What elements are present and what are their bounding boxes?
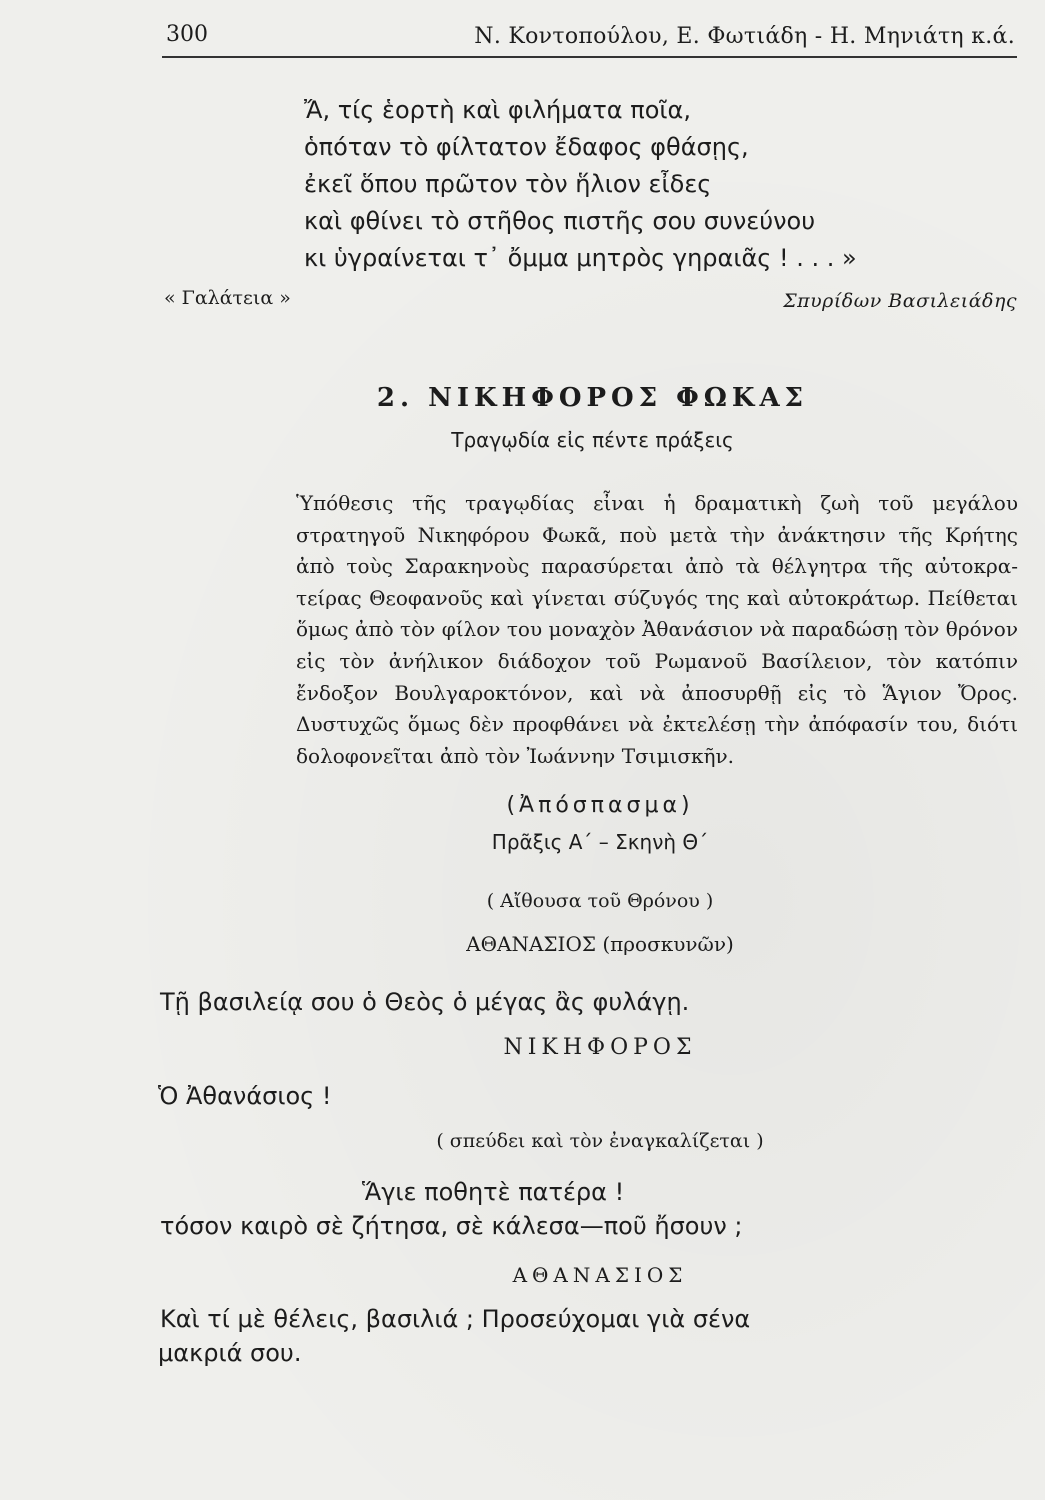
poem-line: Ἄ, τίς ἑορτὴ καὶ φιλήματα ποῖα, [304,96,691,124]
poem-excerpt [304,92,857,277]
poem-line: ἐκεῖ ὅπου πρῶτον τὸν ἥλιον εἶδες [304,170,712,198]
excerpt-label: (Ἀπόσπασμα) [506,793,694,818]
dialogue-line: μακριά σου. [158,1339,302,1367]
synopsis-line: εἰς τὸν ἀνήλικον διάδοχον τοῦ Ρωμανοῦ Βασίλειον, τὸν κατόπιν [296,648,1018,673]
synopsis-line: ὅμως ἀπὸ τὸν φίλον του μοναχὸν Ἀθανάσιον νὰ παραδώσῃ τὸν θρόνον [296,617,1018,642]
page-number: 300 [166,22,208,47]
synopsis-line: τείρας Θεοφανοῦς καὶ γίνεται σύζυγός της καὶ αὐτοκράτωρ. Πείθεται [296,585,1018,610]
poem-line: ὁπόταν τὸ φίλτατον ἔδαφος φθάσῃς, [304,133,749,161]
act-scene-heading: Πρᾶξις Α΄ – Σκηνὴ Θ΄ [491,830,709,854]
poem-line: καὶ φθίνει τὸ στῆθος πιστῆς σου συνεύνου [304,207,816,235]
synopsis-line: ἔνδοξον Βουλγαροκτόνον, καὶ νὰ ἀποσυρθῇ εἰς τὸ Ἅγιον Ὄρος. [296,680,1018,705]
synopsis-line: ἀπὸ τοὺς Σαρακηνοὺς παρασύρεται ἀπὸ τὰ θέλγητρα τῆς αὐτοκρα- [296,554,1018,579]
section-title: 2. ΝΙΚΗΦΟΡΟΣ ΦΩΚΑΣ [376,383,809,413]
poem-source: « Γαλάτεια » [164,287,291,309]
synopsis-line: Δυστυχῶς ὅμως δὲν προφθάνει νὰ ἐκτελέσῃ τὴν ἀπόφασίν του, διότι [296,712,1018,737]
synopsis-line: δολοφονεῖται ἀπὸ τὸν Ἰωάννην Τσιμισκῆν. [296,743,735,768]
stage-direction: ( σπεύδει καὶ τὸν ἐναγκαλίζεται ) [436,1130,764,1152]
dialogue-line: Καὶ τί μὲ θέλεις, βασιλιά ; Προσεύχομαι γιὰ σένα [160,1305,751,1333]
section-subtitle: Τραγῳδία εἰς πέντε πράξεις [451,428,734,452]
dialogue-line: Ἅγιε ποθητὲ πατέρα ! [362,1178,625,1206]
dialogue-line: Τῇ βασιλείᾳ σου ὁ Θεὸς ὁ μέγας ἂς φυλάγῃ. [160,988,690,1016]
synopsis-line: Ὑπόθεσις τῆς τραγῳδίας εἶναι ἡ δραματικὴ ζωὴ τοῦ μεγάλου [296,491,1018,515]
speaker-nikiforos: ΝΙΚΗΦΟΡΟΣ [503,1035,697,1060]
running-head: Ν. Κοντοπούλου, Ε. Φωτιάδη - Η. Μηνιάτη κ.ά. [474,24,1015,49]
synopsis-paragraph [296,488,1018,772]
poem-line: κι ὑγραίνεται τ᾽ ὄμμα μητρὸς γηραιᾶς ! . . . » [304,244,857,272]
speaker-athanasios: ΑΘΑΝΑΣΙΟΣ (προσκυνῶν) [466,932,734,956]
dialogue-line: τόσον καιρὸ σὲ ζήτησα, σὲ κάλεσα—ποῦ ἤσουν ; [160,1212,743,1240]
poem-author: Σπυρίδων Βασιλειάδης [783,290,1017,312]
header-rule [162,56,1017,58]
stage-setting: ( Αἴθουσα τοῦ Θρόνου ) [486,890,714,912]
synopsis-line: στρατηγοῦ Νικηφόρου Φωκᾶ, ποὺ μετὰ τὴν ἀνάκτησιν τῆς Κρήτης [296,522,1018,547]
speaker-athanasios: ΑΘΑΝΑΣΙΟΣ [512,1263,688,1287]
dialogue-line: Ὁ Ἀθανάσιος ! [158,1082,332,1110]
